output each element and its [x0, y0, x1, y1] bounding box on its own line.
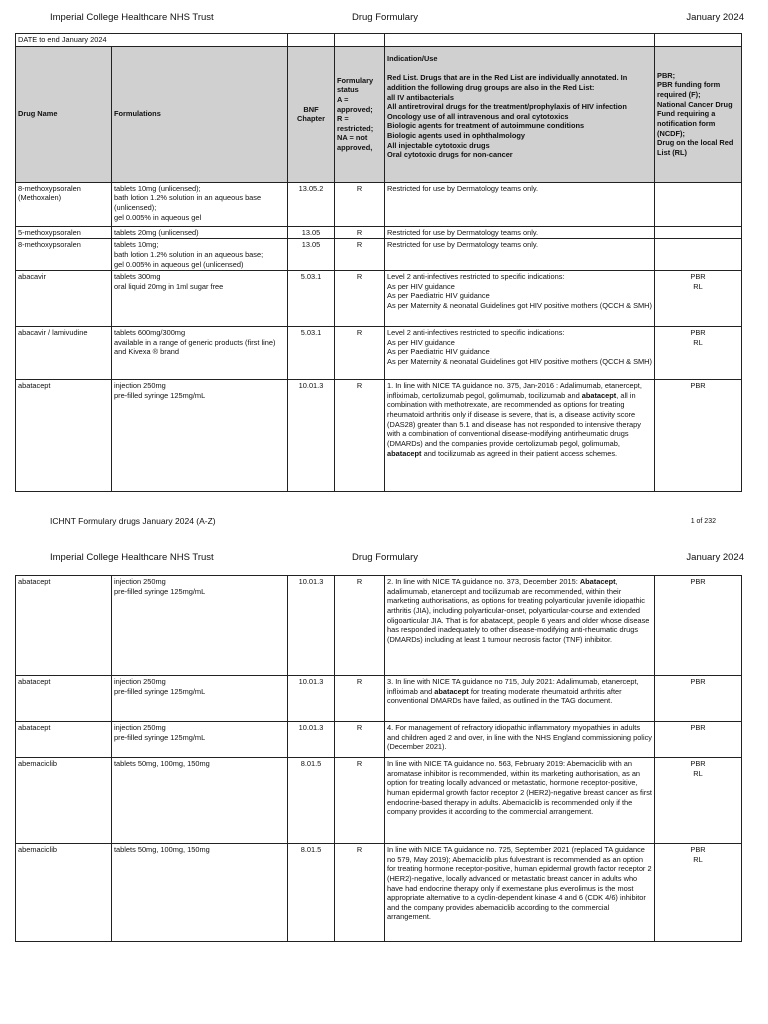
- pbr: PBR: [655, 722, 742, 758]
- page-header: [0, 12, 768, 26]
- bnf-chapter: 13.05.2: [288, 182, 335, 226]
- table-row: [16, 182, 742, 226]
- status: R: [335, 271, 385, 327]
- col-formulary-status: Formulary status A = approved; R = restricted; NA = not approved,: [335, 46, 385, 182]
- indication: 4. For management of refractory idiopathic inflammatory myopathies in adults and children aged 2 and over, in line with the NHS England commissioning policy (December 2021).: [385, 722, 655, 758]
- formulations: injection 250mg pre-filled syringe 125mg/mL: [112, 380, 288, 492]
- page-header: [0, 552, 768, 566]
- pbr: [655, 182, 742, 226]
- pbr: [655, 226, 742, 239]
- drug-name: abatacept: [16, 676, 112, 722]
- drug-name: abatacept: [16, 722, 112, 758]
- indication: In line with NICE TA guidance no. 563, February 2019: Abemaciclib with an aromatase inhibitor is recommended, within its marketing authorisation, as an option for treating locally advanced or metastatic, hormone receptor-positive, human epidermal growth factor receptor 2 (HER2)-negative breast cancer as first endocrine-based therapy in adults. Abemaciclib is recommended only if the company provides it according to the commercial arrangement.: [385, 758, 655, 844]
- indication: Level 2 anti-infectives restricted to specific indications: As per HIV guidance As per Paediatric HIV guidance As per Maternity & neonatal Guidelines got HIV positive mothers (QCCH & SMH): [385, 271, 655, 327]
- table-row: [16, 327, 742, 380]
- drug-name: 5-methoxypsoralen: [16, 226, 112, 239]
- pbr: [655, 239, 742, 271]
- table-row: [16, 271, 742, 327]
- formulations: tablets 600mg/300mg available in a range of generic products (first line) and Kivexa ® brand: [112, 327, 288, 380]
- status: R: [335, 226, 385, 239]
- formulations: tablets 300mg oral liquid 20mg in 1ml sugar free: [112, 271, 288, 327]
- status: R: [335, 182, 385, 226]
- col-drug-name: Drug Name: [16, 46, 112, 182]
- bnf-chapter: 10.01.3: [288, 722, 335, 758]
- formulations: tablets 50mg, 100mg, 150mg: [112, 758, 288, 844]
- pbr: PBR: [655, 676, 742, 722]
- footer-title: ICHNT Formulary drugs January 2024 (A-Z): [50, 516, 216, 526]
- table-row: [16, 226, 742, 239]
- indication: Restricted for use by Dermatology teams only.: [385, 226, 655, 239]
- col-indication-use: Indication/Use Red List. Drugs that are in the Red List are individually annotated. In addition the following drug groups are also in the Red List: all IV antibacterials All antiretroviral drugs for the treatment/prophylaxis of HIV infection Oncology use of all intravenous and oral cytotoxics Biologic agents for treatment of autoimmune conditions Biologic agents used in ophthalmology All injectable cytotoxic drugs Oral cytotoxic drugs for non-cancer: [385, 46, 655, 182]
- pbr: PBR RL: [655, 758, 742, 844]
- formulary-table-page-2: [15, 575, 742, 942]
- indication: 1. In line with NICE TA guidance no. 375, Jan-2016 : Adalimumab, etanercept, infliximab, certolizumab pegol, golimumab, tocilizumab and abatacept, all in combination with methotrexate, are recommended as options for treating rheumatoid arthritis only if disease is severe, that is, a disease activity score (DAS28) greater than 5.1 and disease has not responded to intensive therapy with a combination of conventional disease-modifying antirheumatic drugs (DMARDs) and the companies provide certolizumab pegol, golimumab, abatacept and tocilizumab as agreed in their patient access schemes.: [385, 380, 655, 492]
- table-row: [16, 758, 742, 844]
- pbr: PBR RL: [655, 271, 742, 327]
- bnf-chapter: 10.01.3: [288, 676, 335, 722]
- drug-name: 8-methoxypsoralen: [16, 239, 112, 271]
- indication: 3. In line with NICE TA guidance no 715, July 2021: Adalimumab, etanercept, infliximab and abatacept for treating moderate rheumatoid arthritis after conventional DMARDs have failed, as outlined in the TAG document.: [385, 676, 655, 722]
- pbr: PBR RL: [655, 844, 742, 942]
- table-row: [16, 576, 742, 676]
- col-bnf-chapter: BNF Chapter: [288, 46, 335, 182]
- table-row: [16, 676, 742, 722]
- table-row: [16, 844, 742, 942]
- indication: 2. In line with NICE TA guidance no. 373, December 2015: Abatacept, adalimumab, etanercept and tocilizumab are recommended, within their marketing authorisations, as options for treating polyarticular juvenile idiopathic arthritis (JIA), including polyarticular-onset, polyarticular-course and extended oligoarticular JIA. That is for abatacept, people 6 years and older whose disease has responded inadequately to other disease-modifying anti-rheumatic drugs (DMARDs) including at least 1 tumour necrosis factor (TNF) inhibitor.: [385, 576, 655, 676]
- drug-name: abatacept: [16, 576, 112, 676]
- bnf-chapter: 10.01.3: [288, 576, 335, 676]
- drug-name: abatacept: [16, 380, 112, 492]
- status: R: [335, 327, 385, 380]
- header-date: January 2024: [686, 12, 744, 23]
- header-title: Drug Formulary: [352, 12, 418, 23]
- formulations: tablets 10mg (unlicensed); bath lotion 1.2% solution in an aqueous base (unlicensed); gel 0.005% in aqueous gel: [112, 182, 288, 226]
- pbr: PBR: [655, 380, 742, 492]
- bnf-chapter: 5.03.1: [288, 327, 335, 380]
- pbr: PBR RL: [655, 327, 742, 380]
- col-pbr: PBR; PBR funding form required (F); National Cancer Drug Fund requiring a notification form (NCDF); Drug on the local Red List (RL): [655, 46, 742, 182]
- status: R: [335, 239, 385, 271]
- status: R: [335, 722, 385, 758]
- drug-name: abacavir / lamivudine: [16, 327, 112, 380]
- column-header-row: [16, 46, 742, 182]
- indication: Restricted for use by Dermatology teams only.: [385, 182, 655, 226]
- bnf-chapter: 13.05: [288, 226, 335, 239]
- bnf-chapter: 8.01.5: [288, 758, 335, 844]
- date-cell: DATE to end January 2024: [16, 34, 288, 47]
- formulations: injection 250mg pre-filled syringe 125mg/mL: [112, 722, 288, 758]
- status: R: [335, 844, 385, 942]
- table-row: [16, 380, 742, 492]
- header-date: January 2024: [686, 552, 744, 563]
- status: R: [335, 380, 385, 492]
- bnf-chapter: 10.01.3: [288, 380, 335, 492]
- indication: In line with NICE TA guidance no. 725, September 2021 (replaced TA guidance no 579, May 2019); Abemaciclib plus fulvestrant is recommended as an option for treating hormone receptor-positive, human epidermal growth factor receptor 2 (HER2)-negative, locally advanced or metastatic breast cancer in adults who have had endocrine therapy only if exemestane plus everolimus is the most appropriate alternative to a cyclin-dependent kinase 4 and 6 (CDK 4/6) inhibitor and the company provides abemaciclib according to the commercial arrangement.: [385, 844, 655, 942]
- drug-name: abemaciclib: [16, 758, 112, 844]
- header-title: Drug Formulary: [352, 552, 418, 563]
- formulary-table-page-1: [15, 33, 742, 492]
- indication: Restricted for use by Dermatology teams only.: [385, 239, 655, 271]
- indication: Level 2 anti-infectives restricted to specific indications: As per HIV guidance As per Paediatric HIV guidance As per Maternity & neonatal Guidelines got HIV positive mothers (QCCH & SMH): [385, 327, 655, 380]
- status: R: [335, 758, 385, 844]
- header-trust: Imperial College Healthcare NHS Trust: [50, 552, 214, 563]
- drug-name: abemaciclib: [16, 844, 112, 942]
- status: R: [335, 676, 385, 722]
- date-row: [16, 34, 742, 47]
- table-row: [16, 239, 742, 271]
- page-number: 1 of 232: [690, 518, 716, 525]
- bnf-chapter: 5.03.1: [288, 271, 335, 327]
- formulations: tablets 10mg; bath lotion 1.2% solution in an aqueous base; gel 0.005% in aqueous gel (unlicensed): [112, 239, 288, 271]
- formulations: tablets 50mg, 100mg, 150mg: [112, 844, 288, 942]
- bnf-chapter: 13.05: [288, 239, 335, 271]
- col-formulations: Formulations: [112, 46, 288, 182]
- status: R: [335, 576, 385, 676]
- bnf-chapter: 8.01.5: [288, 844, 335, 942]
- drug-name: abacavir: [16, 271, 112, 327]
- pbr: PBR: [655, 576, 742, 676]
- drug-name: 8-methoxypsoralen (Methoxalen): [16, 182, 112, 226]
- formulations: tablets 20mg (unlicensed): [112, 226, 288, 239]
- table-row: [16, 722, 742, 758]
- formulations: injection 250mg pre-filled syringe 125mg/mL: [112, 676, 288, 722]
- page-2: [0, 540, 768, 1024]
- header-trust: Imperial College Healthcare NHS Trust: [50, 12, 214, 23]
- formulations: injection 250mg pre-filled syringe 125mg/mL: [112, 576, 288, 676]
